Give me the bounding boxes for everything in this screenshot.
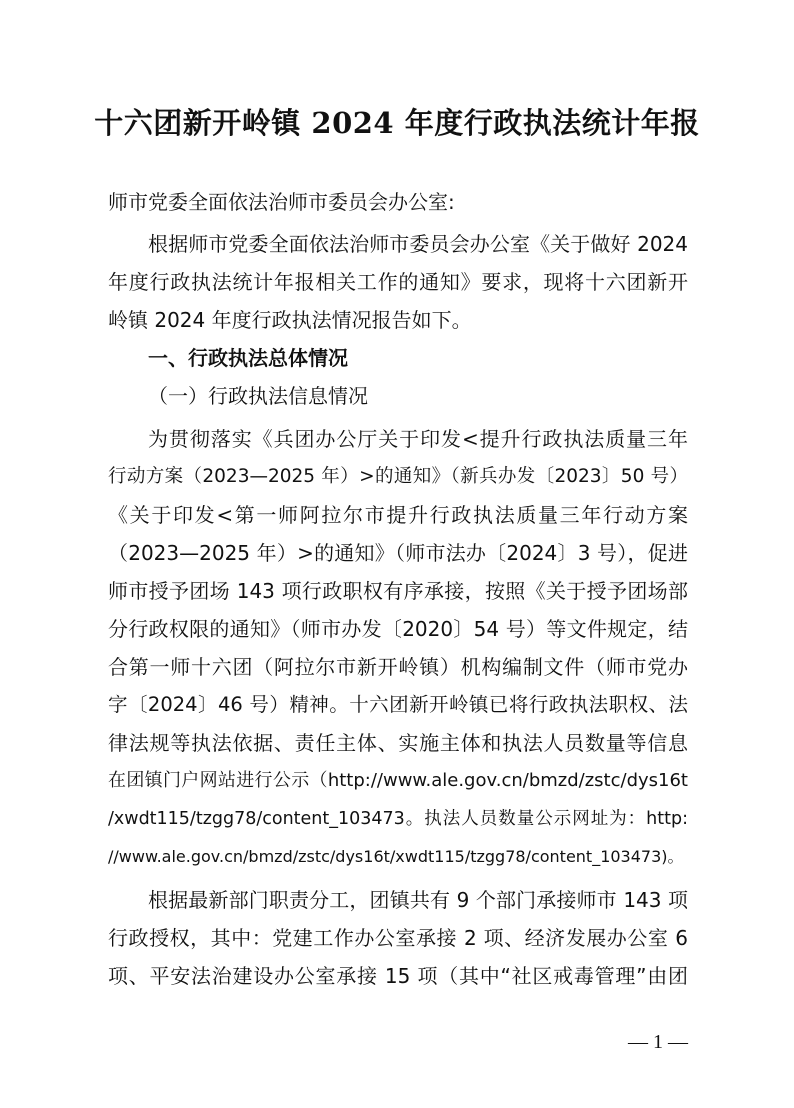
subsection-heading: （一）行政执法信息情况 [148, 384, 368, 408]
paragraph-line: /xwdt115/tzgg78/content_103473。执法人员数量公示网址为：http: [108, 809, 688, 829]
section-heading: 一、行政执法总体情况 [148, 346, 348, 370]
paragraph-line: 根据最新部门职责分工，团镇共有 9 个部门承接师市 143 项 [148, 888, 688, 912]
paragraph-line: （2023—2025 年）>的通知》（师市法办〔2024〕3 号），促进 [108, 541, 688, 565]
paragraph-line: 律法规等执法依据、责任主体、实施主体和执法人员数量等信息 [108, 731, 688, 755]
paragraph-line: 项、平安法治建设办公室承接 15 项（其中“社区戒毒管理”由团 [108, 964, 688, 988]
paragraph-line: 《关于印发<第一师阿拉尔市提升行政执法质量三年行动方案 [108, 503, 688, 527]
paragraph-line: 根据师市党委全面依法治师市委员会办公室《关于做好 2024 [148, 232, 688, 256]
page-number: — 1 — [628, 1031, 688, 1053]
paragraph-line: //www.ale.gov.cn/bmzd/zstc/dys16t/xwdt115/tzgg78/content_103473)。 [108, 847, 684, 866]
paragraph-line: 行动方案（2023—2025 年）>的通知》（新兵办发〔2023〕50 号） [108, 466, 688, 487]
paragraph-line: 字〔2024〕46 号）精神。十六团新开岭镇已将行政执法职权、法 [108, 693, 688, 716]
paragraph-line: 年度行政执法统计年报相关工作的通知》要求，现将十六团新开 [108, 270, 688, 294]
paragraph-line: 在团镇门户网站进行公示（http://www.ale.gov.cn/bmzd/zstc/dys16t [108, 770, 688, 791]
paragraph-line: 师市授予团场 143 项行政职权有序承接，按照《关于授予团场部 [108, 579, 688, 603]
addressee-line: 师市党委全面依法治师市委员会办公室: [108, 190, 455, 214]
paragraph-line: 岭镇 2024 年度行政执法情况报告如下。 [108, 308, 472, 332]
paragraph-line: 行政授权，其中：党建工作办公室承接 2 项、经济发展办公室 6 [108, 926, 688, 950]
paragraph-line: 分行政权限的通知》（师市办发〔2020〕54 号）等文件规定，结 [108, 617, 688, 641]
document-title: 十六团新开岭镇 2024 年度行政执法统计年报 [94, 106, 700, 140]
paragraph-line: 合第一师十六团（阿拉尔市新开岭镇）机构编制文件（师市党办 [108, 655, 688, 679]
paragraph-line: 为贯彻落实《兵团办公厅关于印发<提升行政执法质量三年 [148, 427, 688, 451]
